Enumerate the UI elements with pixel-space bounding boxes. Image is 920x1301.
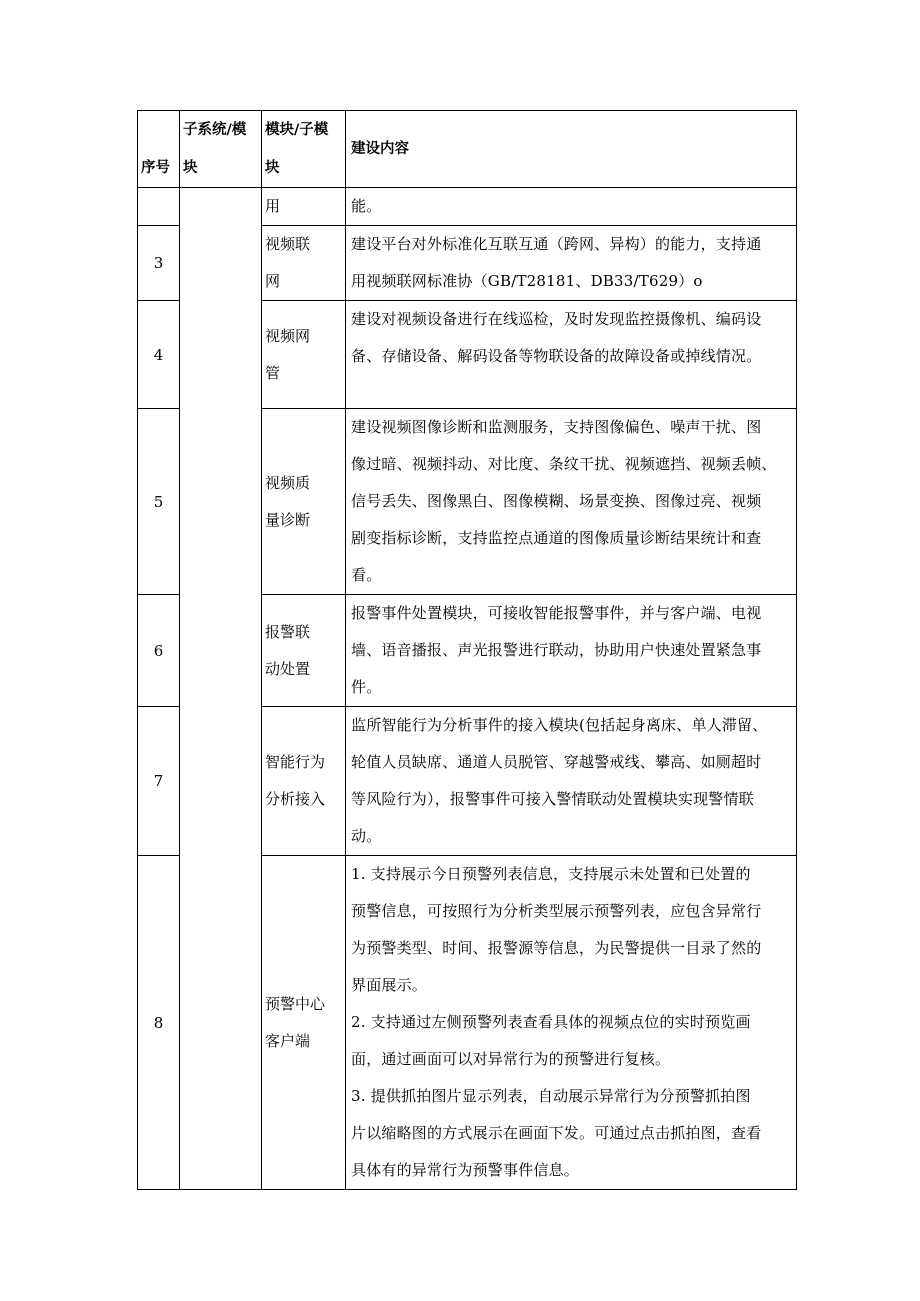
seq-text: 4: [153, 345, 164, 364]
content-text-line: 动。: [351, 827, 382, 845]
seq-cell: [138, 188, 180, 226]
seq-text: 7: [153, 772, 164, 790]
module-text-line: 客户端: [265, 1031, 311, 1050]
module-cell: [262, 707, 346, 856]
table-row: [138, 188, 797, 226]
content-text-line: 建设对视频设备进行在线巡检，及时发现监控摄像机、编码设: [351, 310, 762, 328]
content-text-line: 备、存储设备、解码设备等物联设备的故障设备或掉线情况。: [351, 347, 762, 365]
header-content: [346, 111, 797, 188]
module-text-line: 分析接入: [265, 790, 326, 808]
content-cell: [346, 595, 797, 707]
module-text-line: 视频网: [265, 326, 311, 345]
content-cell: [346, 409, 797, 595]
construction-content-table: [137, 110, 797, 1190]
content-text-line: 像过暗、视频抖动、对比度、条纹干扰、视频遮挡、视频丢帧、: [351, 455, 777, 473]
module-text-line: 管: [265, 363, 281, 382]
module-cell: [262, 595, 346, 707]
header-module: [262, 111, 346, 188]
content-text-line: 具体有的异常行为预警事件信息。: [351, 1161, 580, 1179]
module-cell: [262, 856, 346, 1190]
content-text-line: 2. 支持通过左侧预警列表查看具体的视频点位的实时预览画: [351, 1013, 751, 1031]
header-module-line2: 块: [265, 160, 280, 176]
header-seq: [138, 111, 180, 188]
seq-text: 6: [153, 641, 164, 660]
content-text-line: 建设视频图像诊断和监测服务，支持图像偏色、噪声干扰、图: [351, 418, 762, 436]
module-text-line: 视频质: [265, 473, 311, 492]
content-cell: [346, 707, 797, 856]
content-text-line: 报警事件处置模块，可接收智能报警事件，并与客户端、电视: [351, 604, 762, 622]
module-cell: [262, 188, 346, 226]
content-cell: [346, 226, 797, 301]
content-text-line: 监所智能行为分析事件的接入模块(包括起身离床、单人滞留、: [351, 716, 768, 734]
module-text-line: 视频联: [265, 235, 311, 253]
content-text-line: 面，通过画面可以对异常行为的预警进行复核。: [351, 1050, 671, 1068]
content-text-line: 建设平台对外标准化互联互通（跨网、异构）的能力，支持通: [351, 235, 762, 253]
header-module-line1: 模块/子模: [265, 122, 329, 138]
content-text-line: 等风险行为），报警事件可接入警情联动处置模块实现警情联: [351, 790, 754, 808]
module-cell: [262, 409, 346, 595]
content-cell: [346, 856, 797, 1190]
content-text-line: 件。: [351, 678, 382, 696]
seq-cell: [138, 595, 180, 707]
module-cell: [262, 301, 346, 409]
seq-cell: [138, 707, 180, 856]
content-text-line: 信号丢失、图像黑白、图像模糊、场景变换、图像过亮、视频: [351, 492, 762, 510]
content-text-line: 预警信息，可按照行为分析类型展示预警列表，应包含异常行: [351, 902, 762, 920]
content-cell: [346, 301, 797, 409]
module-text-line: 智能行为: [265, 753, 326, 771]
module-text-line: 量诊断: [265, 510, 311, 529]
module-text-line: 网: [265, 272, 281, 290]
header-content-text: 建设内容: [351, 141, 409, 157]
content-text-line: 看。: [351, 566, 382, 584]
content-text-line: 片以缩略图的方式展示在画面下发。可通过点击抓拍图，查看: [351, 1124, 762, 1142]
seq-text: 5: [153, 492, 164, 511]
header-seq-text: 序号: [141, 160, 170, 176]
table-header-row: [138, 111, 797, 188]
seq-cell: [138, 226, 180, 301]
seq-cell: [138, 409, 180, 595]
header-subsystem-line1: 子系统/模: [183, 122, 247, 138]
module-text-line: 预警中心: [265, 994, 326, 1013]
content-text-line: 用视频联网标准协（GB/T28181、DB33/T629）o: [351, 272, 703, 290]
module-text-line: 动处置: [265, 659, 311, 678]
module-text-line: 报警联: [265, 622, 311, 641]
seq-cell: [138, 856, 180, 1190]
seq-text: 3: [153, 254, 164, 272]
content-text-line: 界面展示。: [351, 976, 428, 994]
header-subsystem: [180, 111, 262, 188]
content-text-line: 3. 提供抓拍图片显示列表，自动展示异常行为分预警抓拍图: [351, 1087, 751, 1105]
content-text-line: 为预警类型、时间、报警源等信息，为民警提供一目录了然的: [351, 939, 762, 957]
module-text-line: 用: [265, 197, 281, 215]
content-text-line: 剧变指标诊断，支持监控点通道的图像质量诊断结果统计和查: [351, 529, 762, 547]
content-text-line: 轮值人员缺席、通道人员脱管、穿越警戒线、攀高、如厕超时: [351, 753, 762, 771]
subsystem-cell: [180, 188, 262, 1190]
header-subsystem-line2: 块: [183, 160, 198, 176]
content-text-line: 能。: [351, 197, 382, 215]
seq-cell: [138, 301, 180, 409]
module-cell: [262, 226, 346, 301]
content-text-line: 1. 支持展示今日预警列表信息，支持展示未处置和已处置的: [351, 865, 751, 883]
content-cell: [346, 188, 797, 226]
content-text-line: 墙、语音播报、声光报警进行联动，协助用户快速处置紧急事: [351, 641, 762, 659]
seq-text: 8: [153, 1013, 164, 1032]
